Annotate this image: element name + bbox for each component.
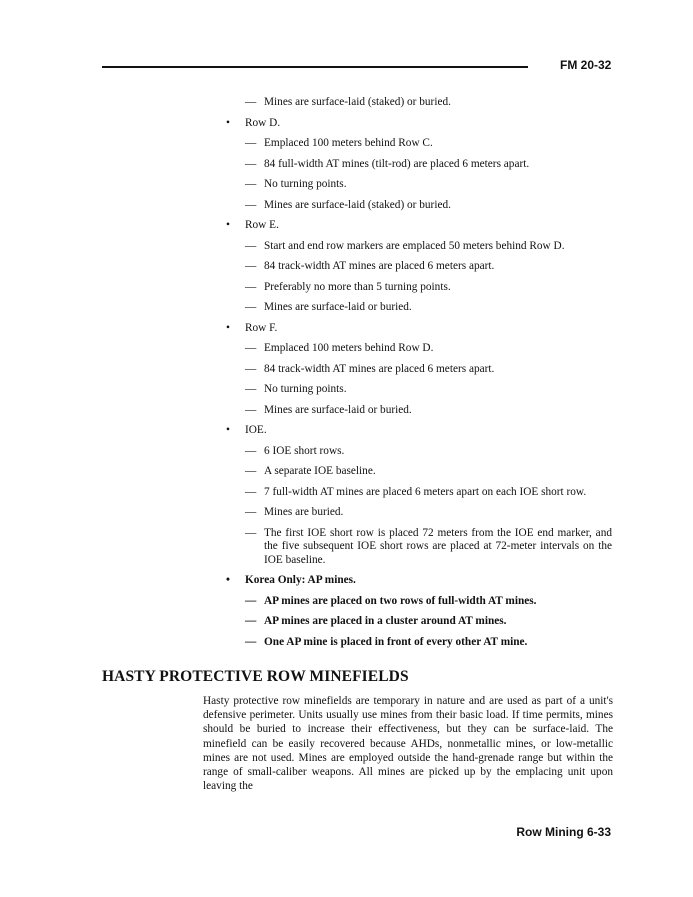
dash-item: [0, 178, 612, 192]
dash-item: [0, 445, 612, 459]
dash-item: [0, 281, 612, 295]
item-text: Korea Only: AP mines.: [245, 574, 356, 586]
item-text: Mines are surface-laid or buried.: [264, 301, 412, 313]
bullet-mark: •: [226, 116, 230, 129]
dash-mark: —: [245, 526, 257, 539]
dash-item: [0, 137, 612, 151]
dash-mark: —: [245, 260, 257, 272]
dash-item: [0, 301, 612, 315]
bullet-mark: •: [226, 574, 230, 586]
item-text: 84 full-width AT mines (tilt-rod) are placed 6 meters apart.: [264, 157, 530, 170]
dash-mark: —: [245, 594, 257, 607]
dash-item: [0, 260, 612, 274]
dash-item: [0, 96, 612, 110]
item-text: Row E.: [245, 219, 279, 231]
dash-item: [0, 615, 612, 629]
dash-mark: —: [245, 198, 257, 211]
document-code: FM 20-32: [560, 58, 612, 72]
item-text: Mines are surface-laid or buried.: [264, 403, 412, 416]
item-text: One AP mine is placed in front of every other AT mine.: [264, 635, 528, 648]
item-text: Row F.: [245, 321, 278, 334]
dash-item: [0, 240, 612, 254]
bullet-item: [0, 219, 605, 233]
dash-item: [0, 199, 612, 213]
item-text: Start and end row markers are emplaced 50 meters behind Row D.: [264, 239, 565, 252]
item-text: Mines are surface-laid (staked) or buried.: [264, 198, 451, 211]
dash-mark: —: [245, 342, 257, 354]
section-heading: HASTY PROTECTIVE ROW MINEFIELDS: [102, 668, 409, 685]
item-text: A separate IOE baseline.: [264, 465, 376, 477]
dash-mark: —: [245, 444, 257, 457]
item-text: Mines are surface-laid (staked) or buried.: [264, 96, 451, 108]
dash-mark: —: [245, 485, 257, 498]
dash-mark: —: [245, 403, 257, 416]
item-text: Mines are buried.: [264, 506, 344, 518]
bullet-mark: •: [226, 219, 230, 231]
item-text: The first IOE short row is placed 72 meters from the IOE end marker, and the five subsequent IOE short rows are placed at 72-meter intervals on the IOE baseline.: [264, 526, 612, 566]
item-text: Emplaced 100 meters behind Row D.: [264, 342, 434, 354]
dash-item: [0, 383, 612, 397]
dash-item: [0, 486, 612, 500]
dash-mark: —: [245, 465, 257, 477]
item-text: 6 IOE short rows.: [264, 444, 345, 457]
bullet-mark: •: [226, 321, 230, 334]
dash-item: [0, 342, 612, 356]
dash-item: [0, 636, 612, 650]
dash-item: [0, 465, 612, 479]
item-text: 84 track-width AT mines are placed 6 meters apart.: [264, 260, 495, 272]
dash-item: [0, 527, 612, 568]
dash-mark: —: [245, 178, 257, 190]
item-text: IOE.: [245, 424, 267, 436]
bullet-mark: •: [226, 424, 230, 436]
item-text: AP mines are placed on two rows of full-width AT mines.: [264, 594, 537, 607]
item-text: Row D.: [245, 116, 281, 129]
dash-item: [0, 506, 612, 520]
dash-item: [0, 595, 612, 609]
item-text: Preferably no more than 5 turning points.: [264, 280, 451, 293]
procedure-list: [0, 96, 693, 656]
bullet-item: [0, 424, 605, 438]
dash-mark: —: [245, 96, 257, 108]
item-text: No turning points.: [264, 178, 347, 190]
dash-mark: —: [245, 301, 257, 313]
section-paragraph: Hasty protective row minefields are temporary in nature and are used as part of a unit's defensive perimeter. Units usually use mines from their basic load. If time permits, mines should be buried to increase their effectiveness, but they can be surface-laid. The minefield can be easily recovered because AHDs, nonmetallic mines, or low-metallic mines are not used. Mines are employed outside the hand-grenade range but within the range of small-caliber weapons. All mines are picked up by the emplacing unit upon leaving the: [203, 695, 613, 793]
dash-mark: —: [245, 635, 257, 648]
item-text: AP mines are placed in a cluster around AT mines.: [264, 615, 507, 627]
dash-mark: —: [245, 506, 257, 518]
header-rule: [102, 66, 528, 68]
bullet-item: [0, 117, 605, 131]
dash-mark: —: [245, 280, 257, 293]
dash-item: [0, 363, 612, 377]
item-text: No turning points.: [264, 383, 347, 395]
item-text: 84 track-width AT mines are placed 6 meters apart.: [264, 362, 495, 375]
page-footer: Row Mining 6-33: [516, 825, 611, 839]
dash-item: [0, 404, 612, 418]
dash-mark: —: [245, 615, 257, 627]
bullet-item: [0, 322, 605, 336]
dash-mark: —: [245, 383, 257, 395]
dash-mark: —: [245, 362, 257, 375]
bullet-item: [0, 574, 605, 588]
dash-item: [0, 158, 612, 172]
dash-mark: —: [245, 137, 257, 149]
item-text: 7 full-width AT mines are placed 6 meters apart on each IOE short row.: [264, 485, 587, 498]
dash-mark: —: [245, 239, 257, 252]
dash-mark: —: [245, 157, 257, 170]
item-text: Emplaced 100 meters behind Row C.: [264, 137, 433, 149]
